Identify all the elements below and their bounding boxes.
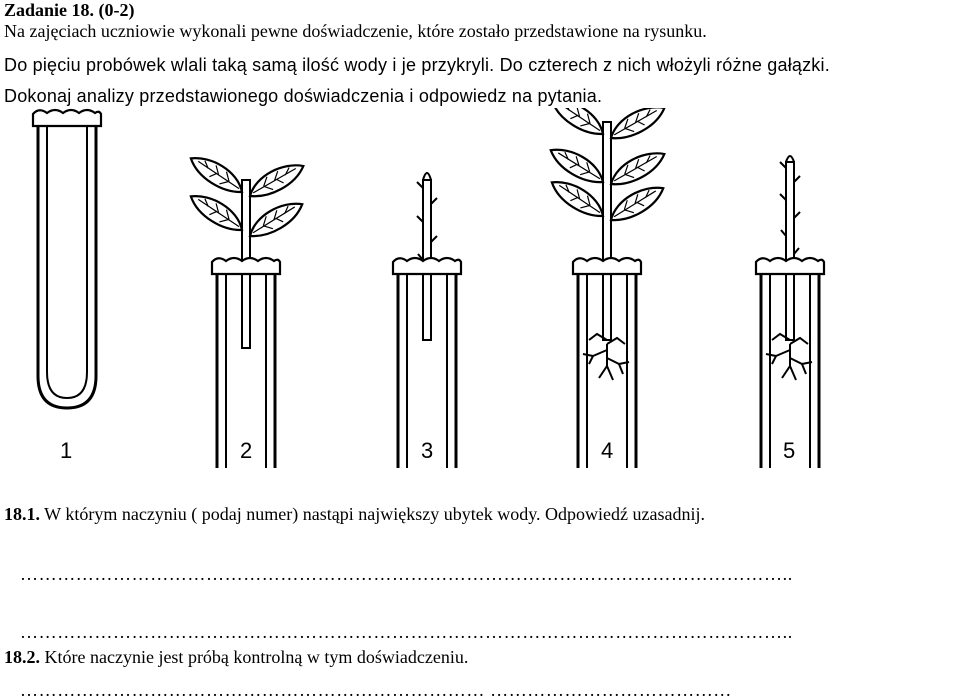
question-text: W którym naczyniu ( podaj numer) nastąpi największy ubytek wody. Odpowiedź uzasadnij. <box>40 504 705 524</box>
tube-label-5: 5 <box>783 438 796 463</box>
task-title: Zadanie 18. (0-2) <box>4 0 135 20</box>
tube-1 <box>33 110 101 408</box>
tube-3 <box>393 173 461 468</box>
intro-line-1: Na zajęciach uczniowie wykonali pewne doświadczenie, które zostało przedstawione na rysunku. <box>4 21 707 41</box>
tube-label-3: 3 <box>421 438 434 463</box>
tube-label-1: 1 <box>60 438 73 463</box>
answer-line[interactable]: …………………………………………………………………………………………………………….. <box>20 622 793 642</box>
intro-line-2: Do pięciu probówek wlali taką samą ilość wody i je przykryli. Do czterech z nich włożyli różne gałązki. <box>4 55 830 75</box>
question-text: Które naczynie jest próbą kontrolną w tym doświadczeniu. <box>40 647 469 667</box>
question-number: 18.2. <box>4 647 40 667</box>
tube-label-4: 4 <box>601 438 614 463</box>
intro-line-3: Dokonaj analizy przedstawionego doświadczenia i odpowiedz na pytania. <box>4 86 603 106</box>
answer-line[interactable]: ………………………………………………………………… ………………………………… <box>20 680 732 700</box>
answer-line[interactable]: …………………………………………………………………………………………………………….. <box>20 564 793 584</box>
tube-5 <box>756 156 824 468</box>
question-18-1 <box>4 504 705 524</box>
experiment-figure <box>0 108 960 468</box>
tube-label-2: 2 <box>240 438 253 463</box>
tube-4 <box>545 108 669 468</box>
question-18-2 <box>4 647 468 667</box>
question-number: 18.1. <box>4 504 40 524</box>
tube-2 <box>185 153 308 468</box>
